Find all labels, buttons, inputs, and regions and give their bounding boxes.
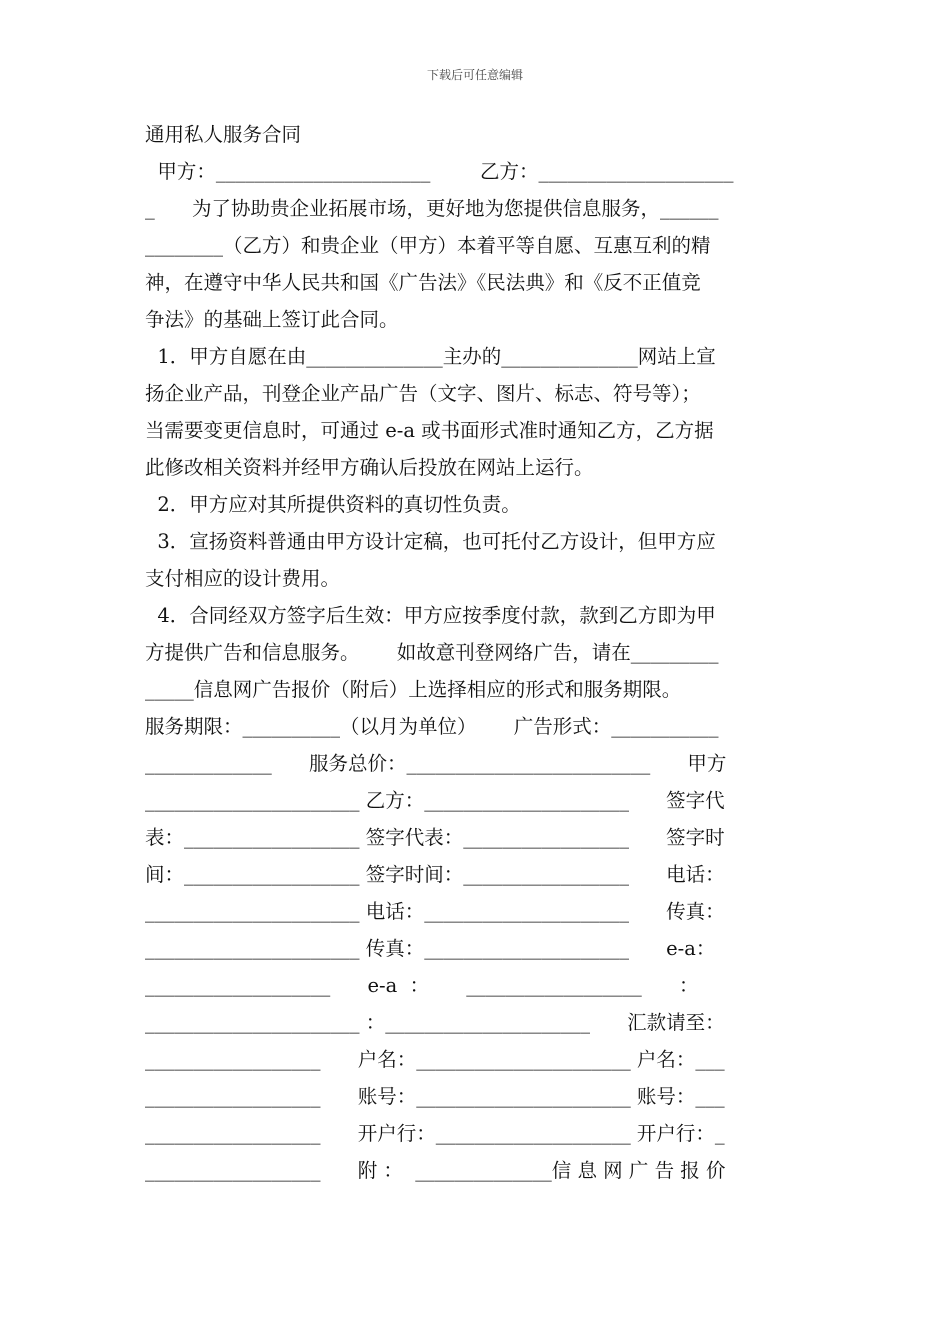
bank-line: __________________ 开户行：____________________ 开户行：_ xyxy=(145,1122,725,1145)
signature-line: 表：__________________ 签字代表：_________________ 签字时 xyxy=(145,826,725,849)
account-name-line: __________________ 户名：______________________ 户名：___ xyxy=(145,1048,725,1071)
body-line: _ 为了协助贵企业拓展市场，更好地为您提供信息服务，______ xyxy=(145,197,719,220)
clause-4-line: 方提供广告和信息服务。 如故意刊登网络广告，请在_________ xyxy=(145,641,719,664)
service-term-line: 服务期限：__________（以月为单位） 广告形式：___________ xyxy=(145,715,719,738)
clause-1-line: 此修改相关资料并经甲方确认后投放在网站上运行。 xyxy=(145,456,594,479)
attachment-line: __________________ 附 ： ______________信 息 网 广 告 报 价 xyxy=(145,1159,726,1182)
clause-4-line: 4．合同经双方签字后生效：甲方应按季度付款，款到乙方即为甲 xyxy=(145,604,716,627)
clause-3-line: 3．宣扬资料普通由甲方设计定稿，也可托付乙方设计，但甲方应 xyxy=(145,530,716,553)
remit-line: ______________________ ：_____________________ 汇款请至： xyxy=(145,1011,725,1034)
total-price-line: _____________ 服务总价：_________________________ 甲方 xyxy=(145,752,727,775)
clause-4-line: _____信息网广告报价（附后）上选择相应的形式和服务期限。 xyxy=(145,678,682,701)
signature-line: ______________________ 乙方：_____________________ 签字代 xyxy=(145,789,725,812)
body-line: 争法》的基础上签订此合同。 xyxy=(145,308,399,331)
email-line: ___________________ e-a ： __________________ ： xyxy=(145,974,699,997)
contract-title: 通用私人服务合同 xyxy=(145,123,302,146)
clause-1-line: 扬企业产品，刊登企业产品广告（文字、图片、标志、符号等）； xyxy=(145,382,701,405)
signature-line: 间：__________________ 签字时间：_________________ 电话： xyxy=(145,863,725,886)
clause-1-line: 1．甲方自愿在由______________主办的______________网站上宣 xyxy=(145,345,716,368)
phone-line: ______________________ 电话：_____________________ 传真： xyxy=(145,900,725,923)
page-header: 下载后可任意编辑 xyxy=(426,68,523,82)
account-number-line: __________________ 账号：______________________ 账号：___ xyxy=(145,1085,725,1108)
fax-line: ______________________ 传真：_____________________ e-a： xyxy=(145,937,716,960)
clause-3-line: 支付相应的设计费用。 xyxy=(145,567,341,590)
clause-2-line: 2．甲方应对其所提供资料的真切性负责。 xyxy=(145,493,521,516)
body-line: 神，在遵守中华人民共和国《广告法》《民法典》和《反不正值竞 xyxy=(145,271,701,294)
clause-1-line: 当需要变更信息时，可通过 e-a 或书面形式准时通知乙方，乙方据 xyxy=(145,419,714,442)
party-line: 甲方：______________________ 乙方：____________________ xyxy=(145,160,734,183)
body-line: ________（乙方）和贵企业（甲方）本着平等自愿、互惠互利的精 xyxy=(145,234,711,257)
